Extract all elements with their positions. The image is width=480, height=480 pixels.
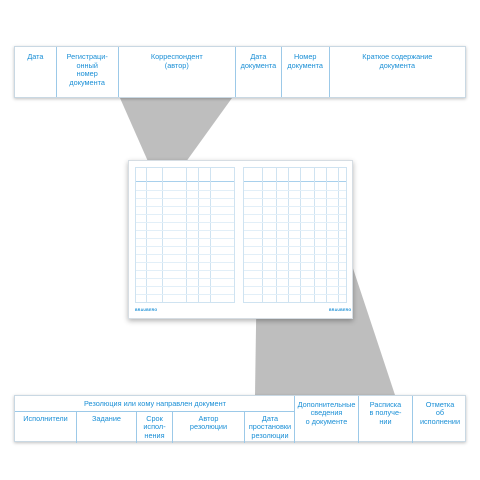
col-correspondent: Корреспондент (автор): [119, 47, 236, 97]
top-header-strip: [14, 46, 466, 98]
left-page-header: [136, 168, 234, 182]
col-summary: Краткое содержание документа: [362, 52, 433, 70]
col-execution-mark: Отметка об исполнении: [419, 400, 461, 426]
brand-logo-left: BRAUBERG: [135, 308, 158, 312]
col-executors: Исполнители: [15, 412, 77, 443]
left-page: [135, 167, 235, 303]
top-zoom-beam: [120, 98, 232, 166]
col-receipt: Расписка в получе- нии: [359, 396, 413, 443]
bottom-header-strip: [14, 395, 466, 442]
right-page-header: [244, 168, 346, 182]
resolution-group: [15, 396, 295, 443]
journal-spread-thumbnail: [128, 160, 353, 319]
col-reg-number: Регистраци- онный номер документа: [57, 47, 119, 97]
resolution-title: Резолюция или кому направлен документ: [15, 396, 295, 412]
brand-logo-right: BRAUBERG: [329, 308, 352, 312]
col-resolution-author: Автор резолюции: [173, 412, 245, 443]
col-deadline: Срок испол- нения: [137, 412, 173, 443]
col-resolution-date: Дата простановки резолюции: [248, 414, 292, 440]
col-task: Задание: [77, 412, 137, 443]
col-additional-info: Дополнительные сведения о документе: [295, 396, 359, 443]
col-date: Дата: [15, 47, 57, 97]
col-doc-number: Номер документа: [282, 47, 330, 97]
right-page: [243, 167, 347, 303]
col-doc-date: Дата документа: [236, 47, 282, 97]
